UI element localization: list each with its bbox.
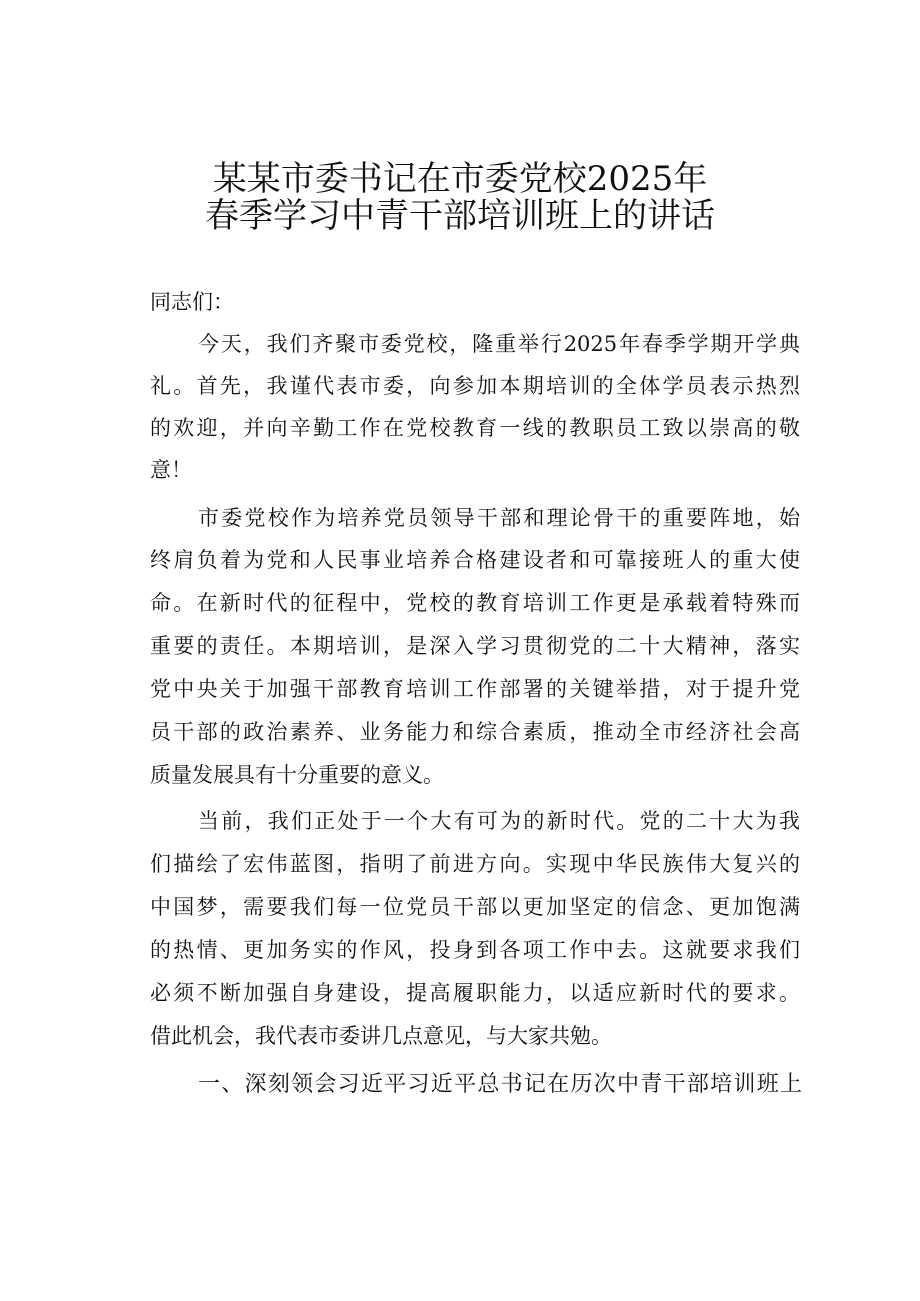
paragraph-2-line-2: 终肩负着为党和人民事业培养合格建设者和可靠接班人的重大使 <box>150 548 800 572</box>
section-heading-1: 一、深刻领会习近平习近平总书记在历次中青干部培训班上 <box>198 1072 802 1097</box>
paragraph-1-line-1: 今天，我们齐聚市委党校，隆重举行2025年春季学期开学典 <box>198 332 800 356</box>
paragraph-2-line-7: 质量发展具有十分重要的意义。 <box>150 763 444 787</box>
paragraph-1-line-3: 的欢迎，并向辛勤工作在党校教育一线的教职员工致以崇高的敬 <box>150 416 800 440</box>
paragraph-3-line-5: 必须不断加强自身建设，提高履职能力，以适应新时代的要求。 <box>150 981 800 1005</box>
paragraph-3-line-3: 中国梦，需要我们每一位党员干部以更加坚定的信念、更加饱满 <box>150 895 800 919</box>
paragraph-3-line-1: 当前，我们正处于一个大有可为的新时代。党的二十大为我 <box>198 809 800 833</box>
paragraph-2-line-4: 重要的责任。本期培训，是深入学习贯彻党的二十大精神，落实 <box>150 634 800 658</box>
paragraph-1-line-2: 礼。首先，我谨代表市委，向参加本期培训的全体学员表示热烈 <box>150 374 800 398</box>
paragraph-2-line-6: 员干部的政治素养、业务能力和综合素质，推动全市经济社会高 <box>150 720 800 744</box>
paragraph-3-line-2: 们描绘了宏伟蓝图，指明了前进方向。实现中华民族伟大复兴的 <box>150 852 800 876</box>
paragraph-2-line-3: 命。在新时代的征程中，党校的教育培训工作更是承载着特殊而 <box>150 591 800 615</box>
paragraph-1-line-4: 意！ <box>150 458 192 482</box>
document-title-line-1: 某某市委书记在市委党校2025年 <box>212 159 708 199</box>
salutation: 同志们： <box>150 290 234 314</box>
paragraph-2-line-5: 党中央关于加强干部教育培训工作部署的关键举措，对于提升党 <box>150 677 800 701</box>
paragraph-2-line-1: 市委党校作为培养党员领导干部和理论骨干的重要阵地，始 <box>198 506 800 530</box>
paragraph-3-line-4: 的热情、更加务实的作风，投身到各项工作中去。这就要求我们 <box>150 938 800 962</box>
paragraph-3-line-6: 借此机会，我代表市委讲几点意见，与大家共勉。 <box>150 1024 612 1048</box>
document-title-line-2: 春季学习中青干部培训班上的讲话 <box>205 196 715 236</box>
